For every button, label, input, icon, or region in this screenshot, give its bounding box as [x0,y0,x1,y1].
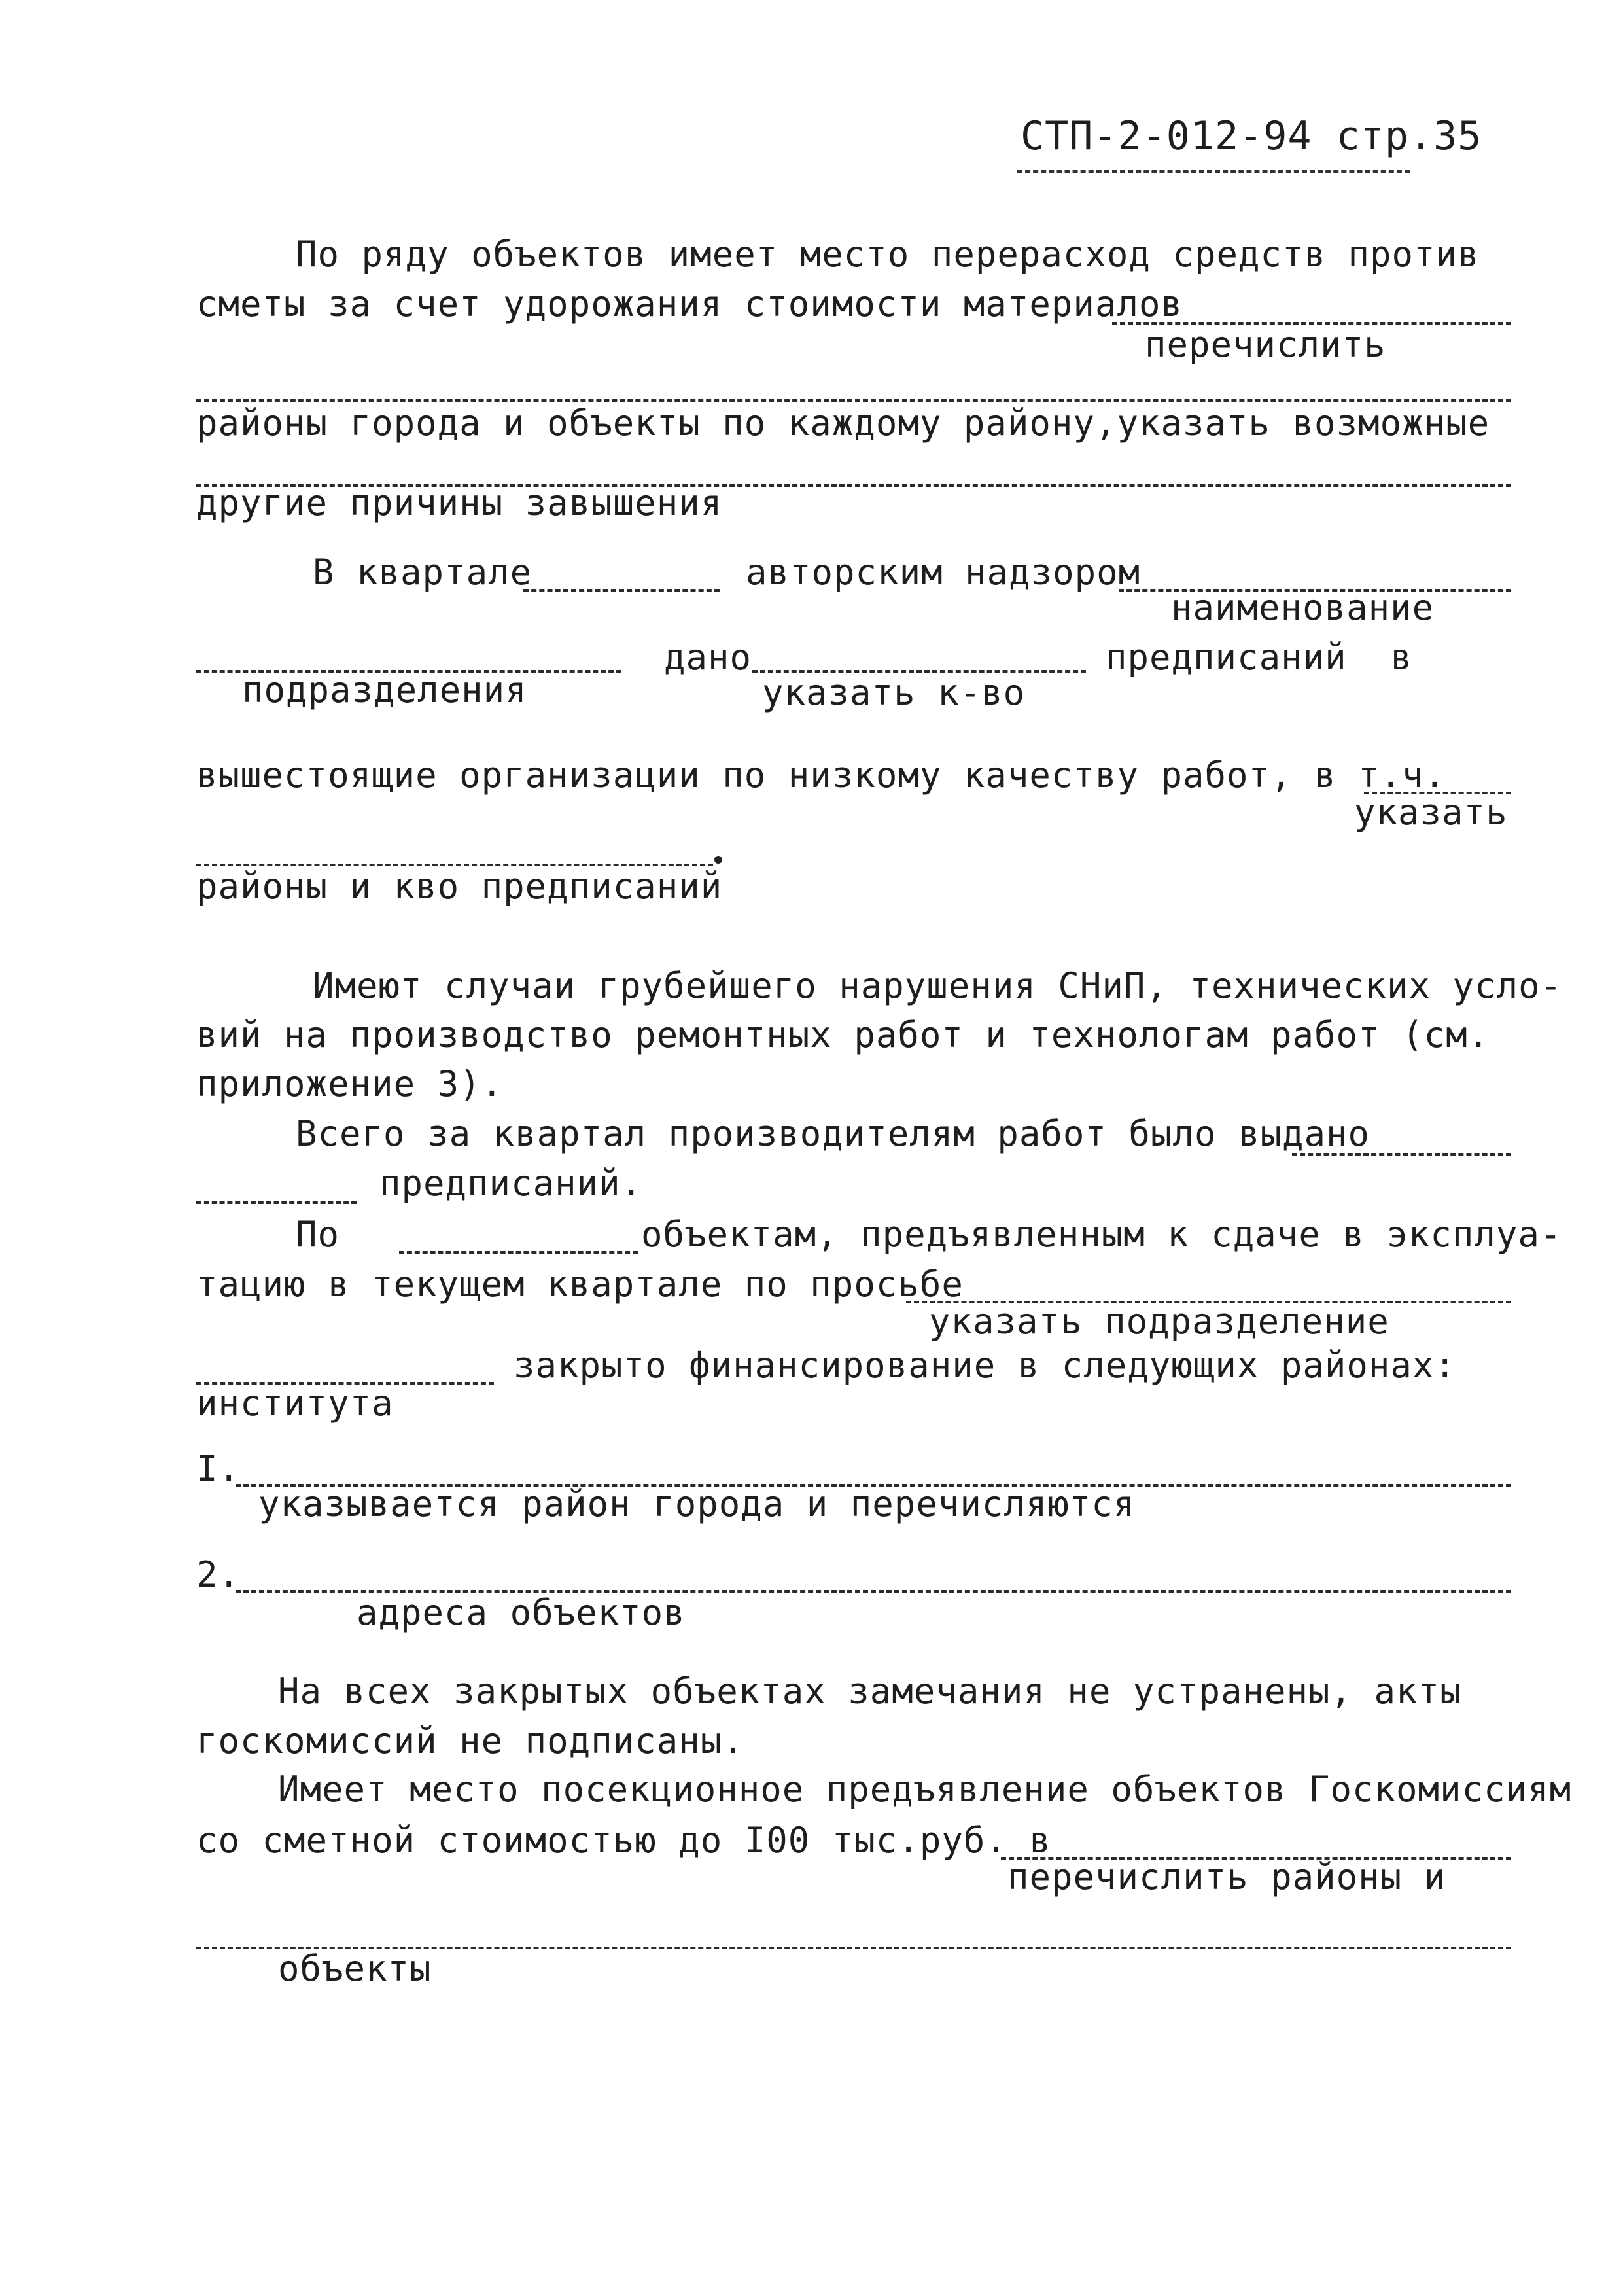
para4-line2: предписаний. [379,1163,643,1204]
para4-line1: Всего за квартал производителям работ было выдано [296,1113,1370,1154]
para2-line3: вышестоящие организации по низкому качеству работ, в т.ч. [196,754,1446,796]
para6-line2: госкомиссий не подписаны. [196,1720,744,1761]
list-item1-number: I. [196,1448,241,1489]
para2-line2-a: дано [664,637,752,678]
para5-line1-b: объектам, предъявленным к сдаче в эксплуа- [641,1214,1562,1255]
para2-line4: районы и кво предписаний [196,866,723,907]
para1-fill-line-2 [196,399,1511,402]
para5-objects-blank [399,1251,638,1254]
para5-hint-subdivision: указать подразделение [929,1301,1389,1342]
para1-hint-list: перечислить [1145,324,1386,365]
para1-line3: районы города и объекты по каждому району,указать возможные [196,402,1490,444]
list-item2-hint: адреса объектов [357,1592,686,1633]
para2-hint-qty: указать к-во [762,672,1026,713]
para1-line1: По ряду объектов имеет место перерасход средств против [296,234,1480,275]
para7-hint-objects: объекты [278,1948,432,1989]
para2-line2-b: предписаний в [1106,637,1413,678]
list-item1-hint: указывается район города и перечисляются [258,1483,1136,1525]
para3-line2: вий на производство ремонтных работ и технологам работ (см. [196,1014,1490,1055]
para4-count-blank [1292,1153,1511,1156]
para2-hint-subdivision: подразделения [242,669,527,711]
document-reference: СТП-2-012-94 стр.35 [1021,113,1482,159]
header-underline [1017,170,1410,173]
list-item2-number: 2. [196,1554,241,1595]
para5-line1-a: По [296,1214,340,1255]
para2-quarter-blank [523,589,720,592]
para2-hint-specify: указать [1354,792,1508,833]
para6-line1: На всех закрытых объектах замечания не устранены, акты [278,1670,1462,1712]
para7-line1: Имеет место посекционное предъявление объектов Госкомиссиям [278,1769,1572,1810]
para2-line1-b: авторским надзором [746,552,1141,593]
para5-line2: тацию в текущем квартале по просьбе [196,1263,964,1305]
para1-line2: сметы за счет удорожания стоимости материалов [196,283,1183,325]
para2-hint-name: наименование [1171,587,1435,628]
para7-line2: со сметной стоимостью до I00 тыс.руб. в [196,1820,1051,1861]
para2-period [714,856,722,864]
para5-line3: закрыто финансирование в следующих районах: [514,1345,1456,1386]
para2-line1-a: В квартале [313,552,532,593]
para5-hint-institute: института [196,1383,394,1424]
para3-line3: приложение 3). [196,1063,504,1104]
para4-count-blank-2 [196,1201,357,1204]
para7-hint-list: перечислить районы и [1007,1856,1446,1898]
para1-line4: другие причины завышения [196,482,723,523]
para3-line1: Имеют случаи грубейшего нарушения СНиП, технических усло- [313,965,1563,1006]
